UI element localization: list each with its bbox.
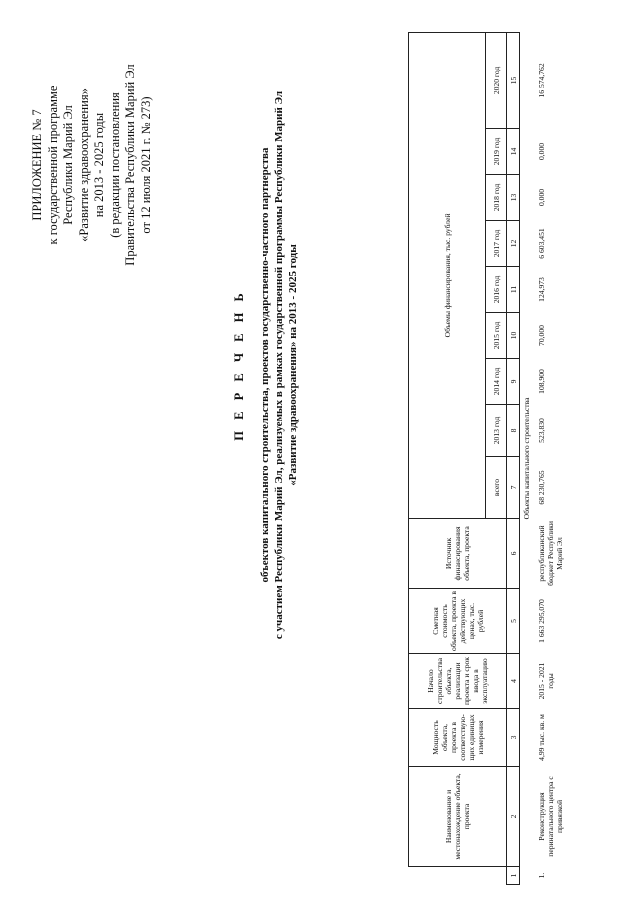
- column-number: 7: [507, 457, 520, 519]
- header-name: Наименование и местонахождение объекта, проекта: [409, 767, 507, 867]
- header-total: всего: [486, 457, 507, 519]
- funding-2014: 108,900: [537, 369, 546, 394]
- header-year: 2018 год: [486, 175, 507, 221]
- object-start: 2015 - 2021 годы: [537, 662, 555, 700]
- header-year: 2017 год: [486, 221, 507, 267]
- header-row: [409, 32, 486, 884]
- object-capacity: 4,99 тыс. кв. м: [537, 714, 546, 761]
- header-source: Источник финансирования объекта, проекта: [409, 519, 507, 589]
- table-row: [533, 32, 624, 884]
- header-year: 2013 год: [486, 405, 507, 457]
- header-funding: Объемы финансирования, тыс. рублей: [409, 32, 486, 518]
- funding-2020: 16 574,762: [537, 63, 546, 98]
- funding-2018: 0,000: [537, 188, 546, 207]
- appendix-line: к государственной программе: [45, 85, 60, 245]
- row-number: 1.: [537, 872, 546, 879]
- object-cost: 1 663 295,070: [537, 599, 546, 643]
- funding-2015: 70,000: [537, 325, 546, 346]
- column-number: 6: [507, 519, 520, 589]
- column-number: 5: [507, 589, 520, 654]
- column-number: 15: [507, 32, 520, 128]
- column-number: 8: [507, 405, 520, 457]
- column-number: 2: [507, 767, 520, 867]
- appendix-line: от 12 июля 2021 г. № 273): [138, 96, 153, 234]
- funding-total: 68 230,765: [537, 470, 546, 505]
- header-year: 2016 год: [486, 267, 507, 313]
- funding-2017: 6 603,451: [537, 228, 546, 259]
- header-num-cell: [409, 867, 486, 885]
- title-main: П Е Р Е Ч Е Н Ь: [232, 289, 246, 441]
- column-number: 14: [507, 129, 520, 175]
- appendix-block: [30, 30, 154, 300]
- funding-2013: 523,830: [537, 418, 546, 443]
- document-title: [232, 25, 300, 705]
- column-number: 11: [507, 267, 520, 313]
- appendix-line: (в редакции постановления: [107, 92, 122, 238]
- title-line-1: объектов капитального строительства, проектов государственно-частного партнерства: [259, 147, 271, 583]
- header-year: 2014 год: [486, 359, 507, 405]
- column-number: 10: [507, 313, 520, 359]
- column-number: 12: [507, 221, 520, 267]
- appendix-line: «Развитие здравоохранения»: [76, 88, 91, 242]
- header-num-cell: [486, 867, 507, 885]
- header-cost: Сметная стоимость объекта, проекта в действующих ценах, тыс. рублей: [409, 589, 507, 654]
- title-line-3: «Развитие здравоохранения» на 2013 - 2025 годы: [287, 244, 299, 486]
- objects-table: [408, 32, 624, 885]
- funding-2016: 124,973: [537, 277, 546, 302]
- funding-2019: 0,000: [537, 142, 546, 161]
- header-capacity: Мощность объекта, проекта в соответствую-щих единицах измерения: [409, 709, 507, 767]
- header-start: Начало строительства объекта, реализации проекта и срок ввода в эксплуатацию: [409, 654, 507, 709]
- header-year: 2019 год: [486, 129, 507, 175]
- section-title: Объекты капитального строительства: [522, 397, 531, 520]
- column-numbers-row: [507, 32, 520, 884]
- header-year: 2020 год: [486, 32, 507, 128]
- column-number: 1: [507, 867, 520, 885]
- object-name: Реконструкция перинатального центра с привязкой: [537, 776, 564, 857]
- object-source: республиканский бюджет Республики Марий Эл: [537, 521, 564, 586]
- appendix-line: на 2013 - 2025 годы: [92, 112, 106, 218]
- column-number: 4: [507, 654, 520, 709]
- section-row: [520, 32, 534, 884]
- appendix-line: Правительства Республики Марий Эл: [123, 64, 137, 266]
- title-line-2: с участием Республики Марий Эл, реализуемых в рамках государственной программы Республики Марий Эл: [273, 90, 285, 640]
- appendix-line: Республики Марий Эл: [61, 105, 75, 225]
- appendix-line: ПРИЛОЖЕНИЕ № 7: [30, 109, 44, 221]
- column-number: 9: [507, 359, 520, 405]
- column-number: 3: [507, 709, 520, 767]
- header-year: 2015 год: [486, 313, 507, 359]
- column-number: 13: [507, 175, 520, 221]
